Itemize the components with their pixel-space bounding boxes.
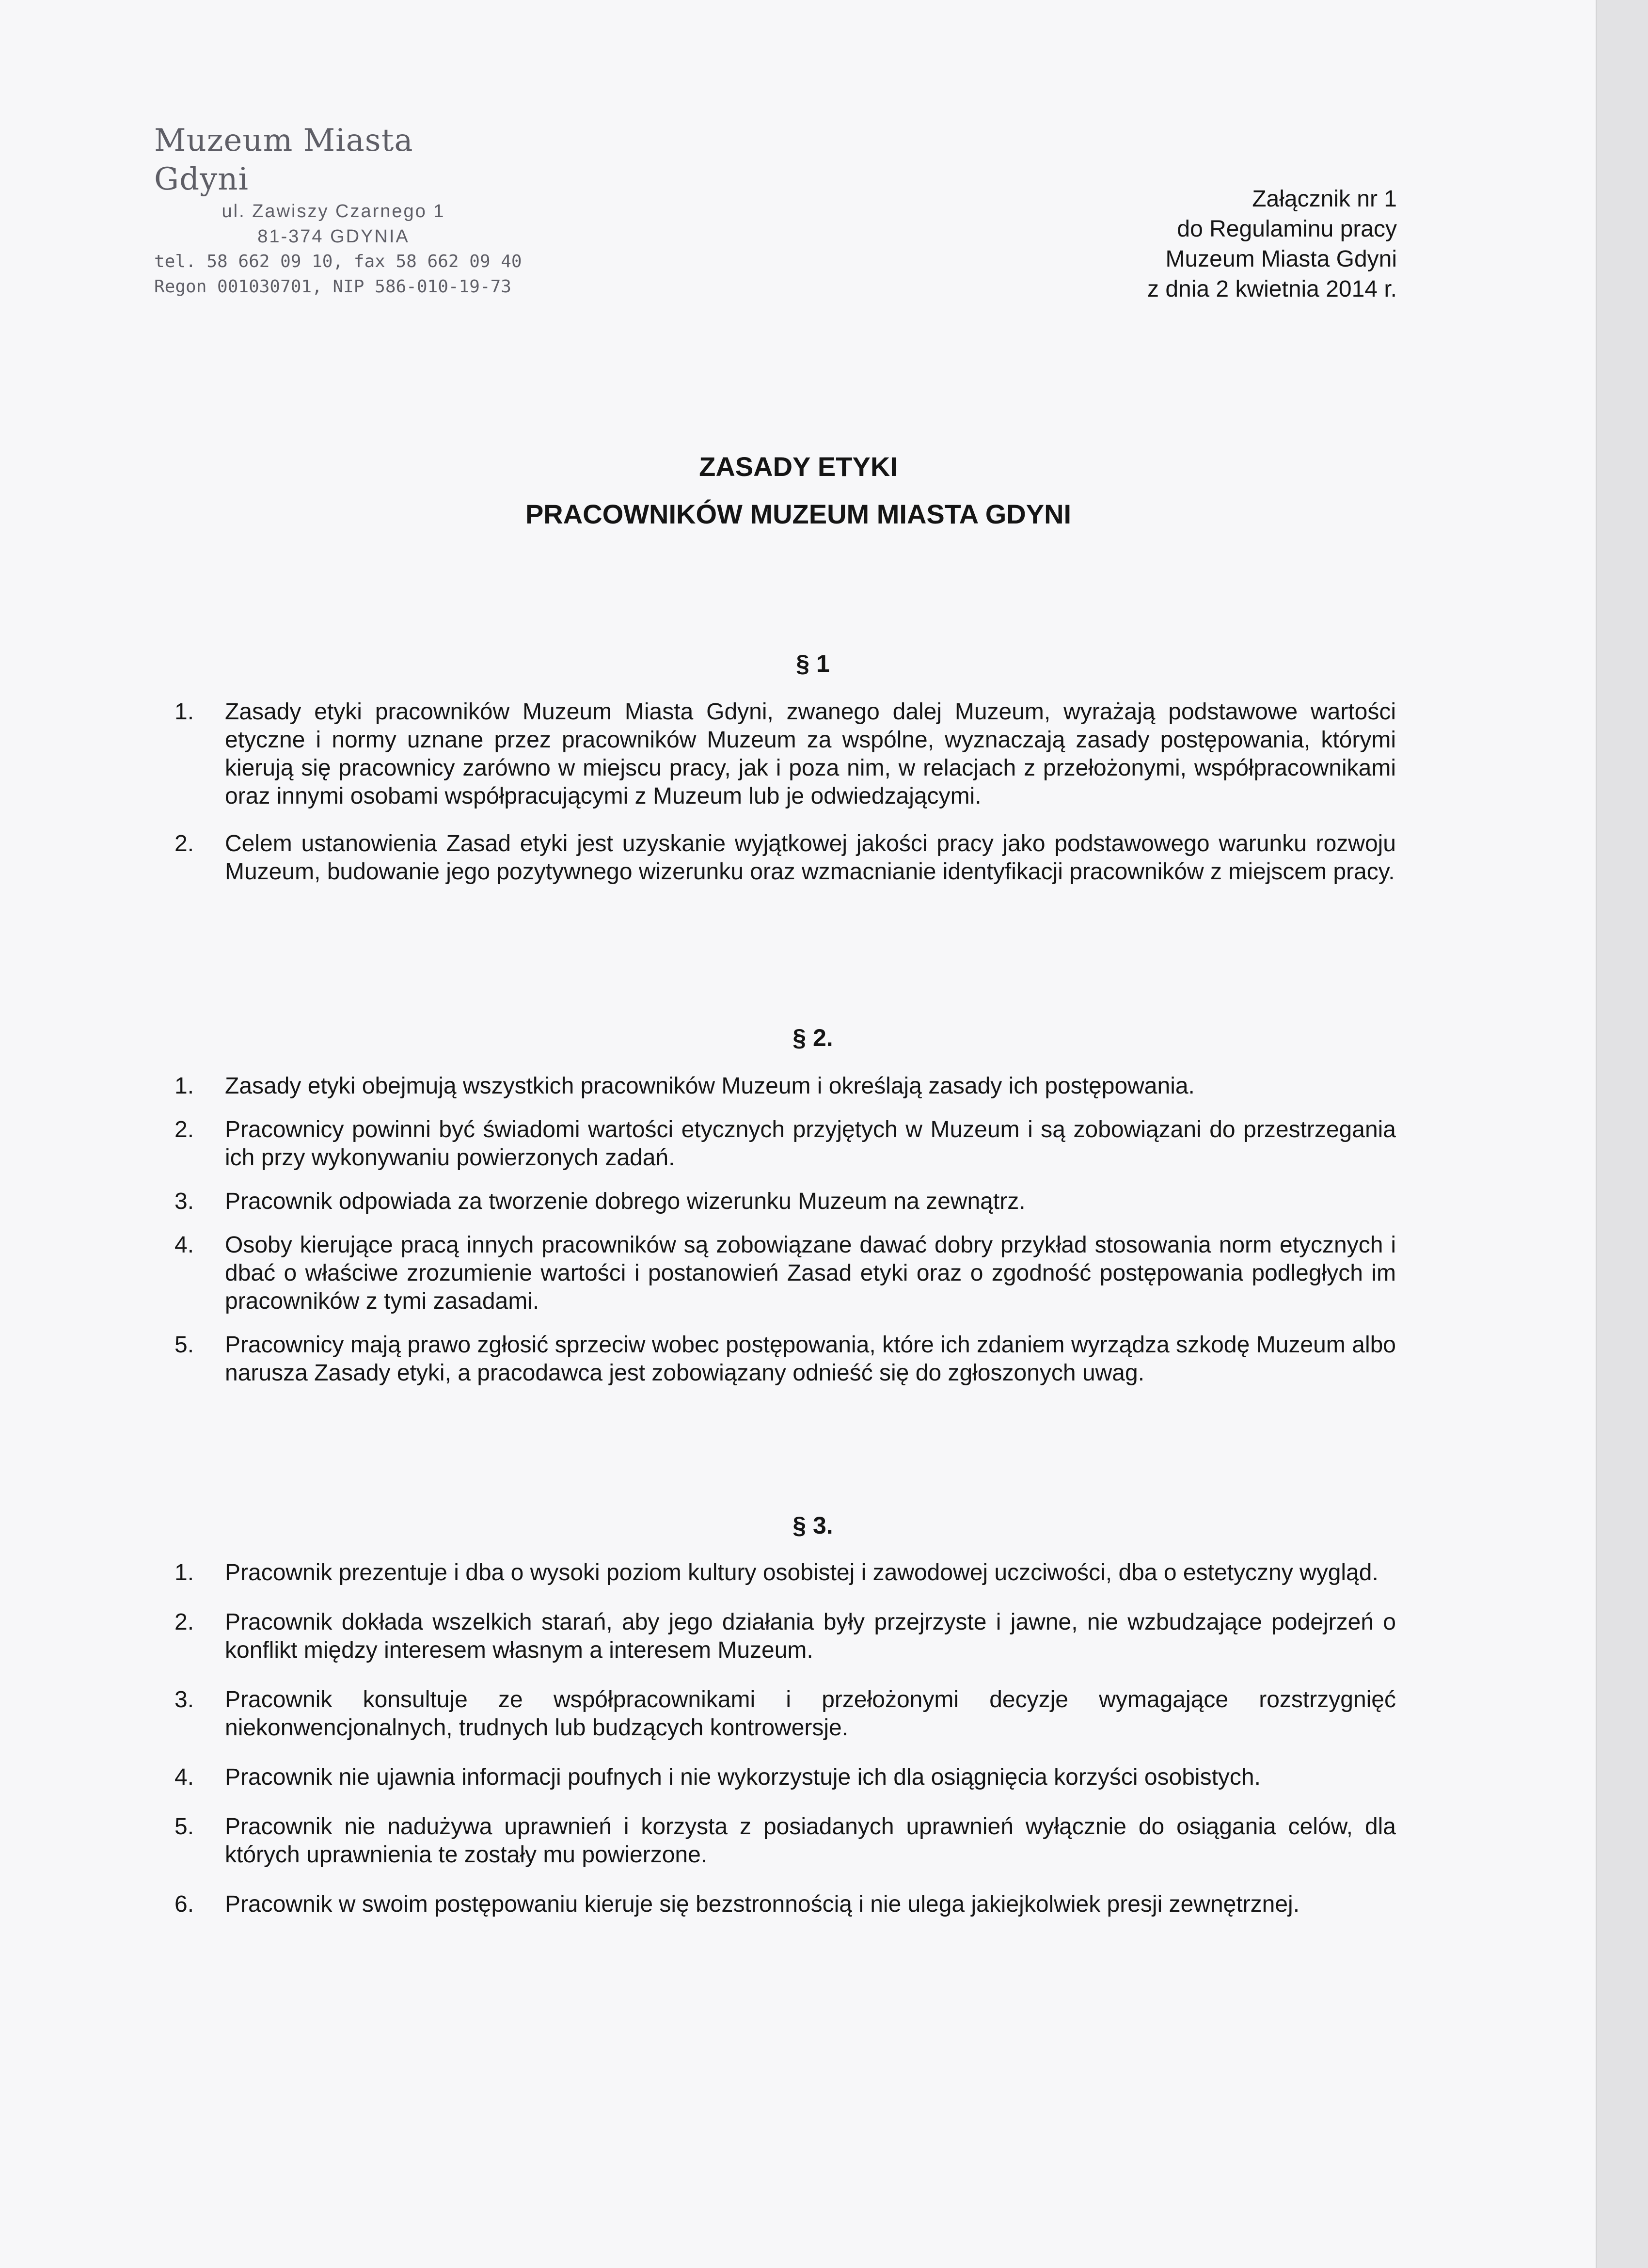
- stamp-street: ul. Zawiszy Czarnego 1: [222, 201, 445, 222]
- list-item: [174, 1116, 1396, 1172]
- list-item: [174, 1072, 1396, 1100]
- stamp-ids: Regon 001030701, NIP 586-010-19-73: [154, 277, 511, 297]
- item-number: 3.: [174, 1687, 194, 1713]
- item-number: 2.: [174, 1117, 194, 1142]
- list-item: [174, 1608, 1396, 1665]
- item-text: Zasady etyki obejmują wszystkich pracowników Muzeum i określają zasady ich postępowania.: [225, 1073, 1195, 1099]
- item-text: Pracownik konsultuje ze współpracownikami i przełożonymi decyzje wymagające rozstrzygnięć niekonwencjonalnych, trudnych lub budzących kontrowersje.: [225, 1687, 1396, 1741]
- item-number: 3.: [174, 1189, 194, 1214]
- item-number: 1.: [174, 1560, 194, 1586]
- section-3-heading: § 3.: [792, 1512, 833, 1539]
- item-number: 2.: [174, 1609, 194, 1635]
- institution-stamp: [154, 121, 522, 300]
- item-text: Pracownik w swoim postępowaniu kieruje się bezstronnością i nie ulega jakiejkolwiek presji zewnętrznej.: [225, 1891, 1300, 1917]
- item-text: Pracownicy mają prawo zgłosić sprzeciw wobec postępowania, które ich zdaniem wyrządza szkodę Muzeum albo narusza Zasady etyki, a pracodawca jest zobowiązany odnieść się do zgłoszonych uwag.: [225, 1332, 1396, 1386]
- section-2-heading: § 2.: [792, 1024, 833, 1051]
- item-number: 5.: [174, 1332, 194, 1358]
- section-1-heading: § 1: [796, 650, 830, 677]
- item-number: 1.: [174, 1073, 194, 1099]
- document-title: ZASADY ETYKI: [699, 451, 898, 482]
- item-number: 6.: [174, 1891, 194, 1917]
- item-text: Pracownik dokłada wszelkich starań, aby jego działania były przejrzyste i jawne, nie wzbudzające podejrzeń o konflikt między interesem własnym a interesem Muzeum.: [225, 1609, 1396, 1663]
- stamp-city: 81-374 GDYNIA: [257, 226, 410, 247]
- item-text: Pracownicy powinni być świadomi wartości etycznych przyjętych w Muzeum i są zobowiązani do przestrzegania ich przy wykonywaniu powierzonych zadań.: [225, 1117, 1396, 1171]
- list-item: [174, 1231, 1396, 1316]
- section-1-list: [174, 698, 1396, 886]
- stamp-phone: tel. 58 662 09 10, fax 58 662 09 40: [154, 252, 522, 271]
- item-text: Pracownik prezentuje i dba o wysoki poziom kultury osobistej i zawodowej uczciwości, dba o estetyczny wygląd.: [225, 1560, 1379, 1586]
- scan-edge: [1596, 0, 1648, 2268]
- annex-line-3: Muzeum Miasta Gdyni: [1165, 246, 1397, 272]
- list-item: [174, 1559, 1396, 1587]
- item-text: Pracownik odpowiada za tworzenie dobrego wizerunku Muzeum na zewnątrz.: [225, 1189, 1026, 1214]
- annex-line-1: Załącznik nr 1: [1252, 186, 1397, 212]
- list-item: [174, 1890, 1396, 1919]
- item-number: 1.: [174, 699, 194, 725]
- list-item: [174, 698, 1396, 810]
- item-number: 4.: [174, 1764, 194, 1790]
- list-item: [174, 830, 1396, 886]
- annex-line-4: z dnia 2 kwietnia 2014 r.: [1147, 276, 1397, 302]
- list-item: [174, 1813, 1396, 1869]
- list-item: [174, 1331, 1396, 1387]
- item-number: 4.: [174, 1232, 194, 1258]
- annex-line-2: do Regulaminu pracy: [1177, 216, 1397, 242]
- item-number: 5.: [174, 1814, 194, 1840]
- stamp-name: Muzeum Miasta Gdyni: [154, 123, 413, 197]
- item-number: 2.: [174, 831, 194, 856]
- item-text: Zasady etyki pracowników Muzeum Miasta Gdyni, zwanego dalej Muzeum, wyrażają podstawowe wartości etyczne i normy uznane przez pracowników Muzeum za wspólne, wyznaczają zasady postępowania, którymi kierują się pracownicy zarówno w miejscu pracy, jak i poza nim, w relacjach z przełożonymi, współpracownikami oraz innymi osobami współpracującymi z Muzeum lub je odwiedzającymi.: [225, 699, 1396, 809]
- section-3-list: [174, 1559, 1396, 1919]
- annex-reference: [1147, 184, 1397, 304]
- list-item: [174, 1188, 1396, 1216]
- document-subtitle: PRACOWNIKÓW MUZEUM MIASTA GDYNI: [525, 499, 1072, 529]
- item-text: Pracownik nie nadużywa uprawnień i korzysta z posiadanych uprawnień wyłącznie do osiągania celów, dla których uprawnienia te zostały mu powierzone.: [225, 1814, 1396, 1868]
- list-item: [174, 1763, 1396, 1792]
- section-2-list: [174, 1072, 1396, 1387]
- item-text: Pracownik nie ujawnia informacji poufnych i nie wykorzystuje ich dla osiągnięcia korzyści osobistych.: [225, 1764, 1261, 1790]
- list-item: [174, 1686, 1396, 1742]
- item-text: Celem ustanowienia Zasad etyki jest uzyskanie wyjątkowej jakości pracy jako podstawowego warunku rozwoju Muzeum, budowanie jego pozytywnego wizerunku oraz wzmacnianie identyfikacji pracowników z miejscem pracy.: [225, 831, 1396, 885]
- item-text: Osoby kierujące pracą innych pracowników są zobowiązane dawać dobry przykład stosowania norm etycznych i dbać o właściwe zrozumienie wartości i postanowień Zasad etyki oraz o zgodność postępowania podległych im pracowników z tymi zasadami.: [225, 1232, 1396, 1314]
